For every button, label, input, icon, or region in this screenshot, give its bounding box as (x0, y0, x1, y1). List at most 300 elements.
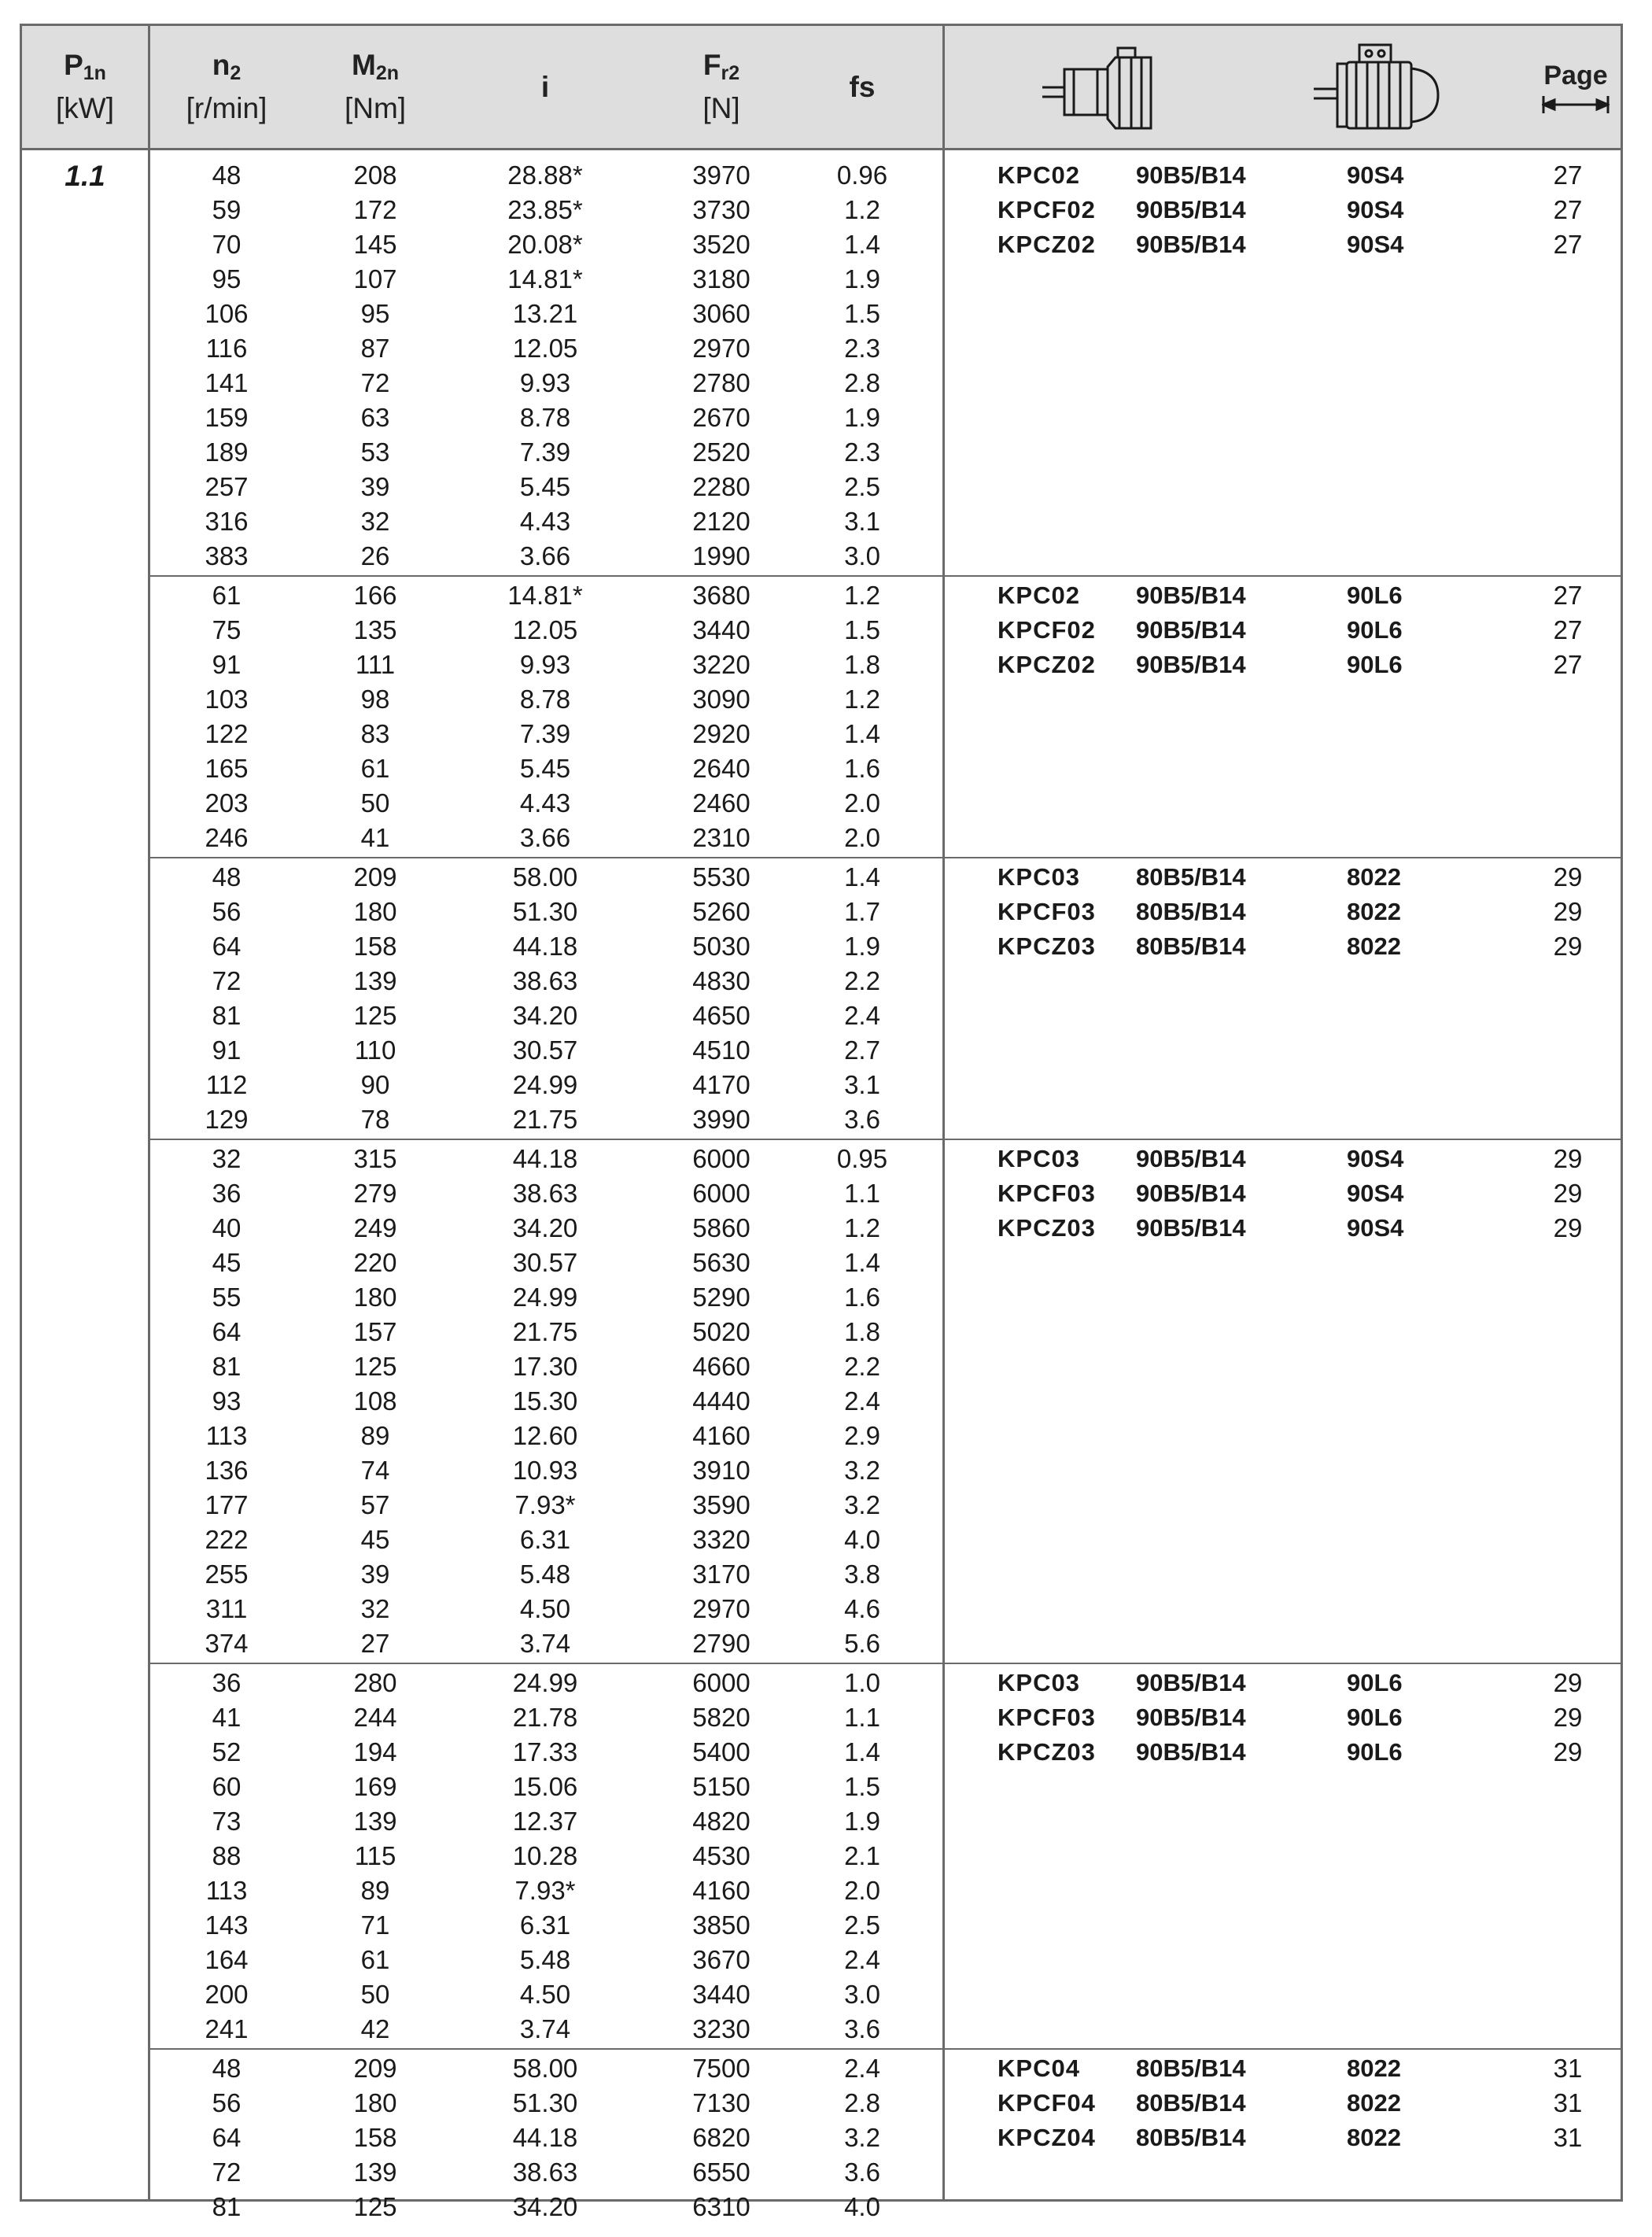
m2n-cell: 39 (360, 472, 390, 501)
motor-code: 90S4 (1347, 1145, 1404, 1172)
header-fr2-sub: r2 (721, 61, 740, 84)
m2n-cell: 61 (360, 1945, 390, 1974)
page-ref: 29 (1553, 862, 1583, 891)
table-row (22, 648, 1621, 682)
fs-cell: 2.0 (844, 1876, 880, 1905)
m2n-cell: 50 (360, 788, 390, 818)
model-code: KPC02 (997, 161, 1080, 189)
fr2-cell: 5630 (692, 1248, 750, 1277)
fs-cell: 2.2 (844, 966, 880, 995)
n2-cell: 116 (205, 334, 248, 363)
fs-cell: 1.7 (844, 897, 880, 926)
fr2-cell: 3680 (692, 581, 750, 610)
group-separator (148, 1663, 1621, 1664)
header-m2n-symbol: M (351, 48, 376, 81)
model-code: KPCZ04 (997, 2124, 1096, 2151)
model-code: KPC03 (997, 1145, 1080, 1172)
fs-cell: 1.6 (844, 1283, 880, 1312)
fs-cell: 2.7 (844, 1035, 880, 1065)
n2-cell: 257 (205, 472, 249, 501)
model-code: KPCZ02 (997, 231, 1096, 258)
ratio-cell: 21.78 (512, 1703, 578, 1732)
fs-cell: 3.1 (844, 507, 880, 536)
model-code: KPCZ03 (997, 932, 1096, 960)
table-row (22, 1453, 1621, 1488)
n2-cell: 374 (205, 1629, 249, 1658)
m2n-cell: 57 (360, 1490, 390, 1519)
ratio-cell: 58.00 (512, 862, 578, 891)
n2-cell: 141 (205, 368, 249, 397)
n2-cell: 64 (212, 2123, 242, 2152)
fr2-cell: 5030 (692, 932, 750, 961)
m2n-cell: 71 (360, 1910, 390, 1940)
fr2-cell: 1990 (692, 541, 750, 570)
table-row (22, 1068, 1621, 1102)
n2-cell: 91 (212, 650, 242, 679)
table-row (22, 1943, 1621, 1977)
fr2-cell: 3230 (692, 2014, 750, 2043)
m2n-cell: 41 (360, 823, 390, 852)
m2n-cell: 32 (360, 507, 390, 536)
fs-cell: 3.6 (844, 1105, 880, 1134)
fr2-cell: 4170 (692, 1070, 750, 1099)
group-separator (148, 857, 1621, 858)
n2-cell: 241 (205, 2014, 249, 2043)
page-ref: 29 (1553, 897, 1583, 926)
fs-cell: 2.1 (844, 1841, 880, 1870)
ratio-cell: 5.48 (519, 1945, 571, 1974)
n2-cell: 200 (205, 1980, 249, 2009)
header-fr2-unit: [N] (702, 91, 740, 124)
table-row (22, 613, 1621, 648)
m2n-cell: 125 (353, 2192, 397, 2221)
motor-code: 90L6 (1347, 1669, 1403, 1696)
m2n-cell: 158 (353, 932, 397, 961)
motor-code: 8022 (1347, 2054, 1401, 2082)
fr2-cell: 7500 (692, 2054, 750, 2083)
motor-code: 8022 (1347, 898, 1401, 925)
table-row (22, 262, 1621, 297)
ratio-cell: 44.18 (512, 2123, 578, 2152)
m2n-cell: 157 (353, 1317, 397, 1346)
model-code: KPC03 (997, 1669, 1080, 1696)
n2-cell: 106 (205, 299, 249, 328)
n2-cell: 222 (205, 1525, 249, 1554)
ratio-cell: 8.78 (519, 403, 571, 432)
page-ref: 29 (1553, 1737, 1583, 1766)
n2-cell: 164 (205, 1945, 249, 1974)
table-row (22, 1280, 1621, 1315)
table-row (22, 2190, 1621, 2224)
ratio-cell: 12.60 (512, 1421, 578, 1450)
m2n-cell: 95 (360, 299, 390, 328)
m2n-cell: 280 (353, 1668, 397, 1697)
n2-cell: 95 (212, 264, 242, 293)
n2-cell: 56 (212, 2088, 242, 2117)
table-row (22, 1349, 1621, 1384)
m2n-cell: 194 (353, 1737, 397, 1766)
page-ref: 27 (1553, 230, 1583, 259)
table-row (22, 821, 1621, 855)
n2-cell: 72 (212, 966, 242, 995)
ratio-cell: 8.78 (519, 685, 571, 714)
motor-code: 8022 (1347, 2089, 1401, 2117)
fr2-cell: 4160 (692, 1876, 750, 1905)
header-p1n-symbol: P (64, 48, 83, 81)
fs-cell: 1.6 (844, 754, 880, 783)
m2n-cell: 26 (360, 541, 390, 570)
m2n-cell: 180 (353, 897, 397, 926)
ratio-cell: 7.39 (519, 437, 571, 467)
fs-cell: 2.9 (844, 1421, 880, 1450)
ratio-cell: 7.39 (519, 719, 571, 748)
page-ref: 27 (1553, 581, 1583, 610)
m2n-cell: 87 (360, 334, 390, 363)
ratio-cell: 15.06 (512, 1772, 578, 1801)
ratio-cell: 58.00 (512, 2054, 578, 2083)
adapter-code: 80B5/B14 (1136, 2054, 1246, 2082)
fs-cell: 1.2 (844, 1213, 880, 1242)
table-row (22, 1384, 1621, 1419)
m2n-cell: 180 (353, 2088, 397, 2117)
table-row (22, 366, 1621, 401)
ratio-cell: 9.93 (519, 650, 571, 679)
group-separator (148, 2048, 1621, 2050)
fs-cell: 1.9 (844, 403, 880, 432)
header-i (498, 26, 592, 148)
gearbox-icon (1041, 42, 1163, 135)
n2-cell: 81 (212, 1352, 242, 1381)
m2n-cell: 208 (353, 161, 397, 190)
page-ref: 29 (1553, 1144, 1583, 1173)
fs-cell: 1.9 (844, 1807, 880, 1836)
group-separator (148, 575, 1621, 577)
m2n-cell: 78 (360, 1105, 390, 1134)
page-ref: 29 (1553, 932, 1583, 961)
m2n-cell: 111 (355, 650, 396, 679)
fs-cell: 3.2 (844, 1456, 880, 1485)
n2-cell: 56 (212, 897, 242, 926)
fr2-cell: 5530 (692, 862, 750, 891)
table-row (22, 1770, 1621, 1804)
motor-code: 8022 (1347, 863, 1401, 891)
header-fs (815, 26, 909, 148)
table-row (22, 1246, 1621, 1280)
ratio-cell: 4.43 (519, 507, 571, 536)
table-row (22, 1211, 1621, 1246)
fs-cell: 5.6 (844, 1629, 880, 1658)
fs-cell: 3.2 (844, 2123, 880, 2152)
table-row (22, 1142, 1621, 1176)
n2-cell: 91 (212, 1035, 242, 1065)
m2n-cell: 139 (353, 2158, 397, 2187)
n2-cell: 311 (205, 1594, 248, 1623)
table-row (22, 1908, 1621, 1943)
fr2-cell: 5290 (692, 1283, 750, 1312)
fs-cell: 1.4 (844, 862, 880, 891)
ratio-cell: 17.33 (512, 1737, 578, 1766)
fs-cell: 3.1 (844, 1070, 880, 1099)
adapter-code: 90B5/B14 (1136, 581, 1246, 609)
m2n-cell: 74 (360, 1456, 390, 1485)
fs-cell: 2.3 (844, 437, 880, 467)
fs-cell: 1.2 (844, 581, 880, 610)
fs-cell: 2.4 (844, 1386, 880, 1416)
n2-cell: 70 (212, 230, 242, 259)
fs-cell: 1.2 (844, 195, 880, 224)
adapter-code: 80B5/B14 (1136, 898, 1246, 925)
ratio-cell: 51.30 (512, 897, 578, 926)
n2-cell: 316 (205, 507, 249, 536)
fr2-cell: 7130 (692, 2088, 750, 2117)
header-page-label: Page (1543, 60, 1608, 90)
fr2-cell: 6550 (692, 2158, 750, 2187)
model-code: KPCF03 (997, 1179, 1096, 1207)
header-fr2-symbol: F (702, 48, 721, 81)
ratio-cell: 15.30 (512, 1386, 578, 1416)
m2n-cell: 169 (353, 1772, 397, 1801)
m2n-cell: 139 (353, 966, 397, 995)
fr2-cell: 5400 (692, 1737, 750, 1766)
power-value: 1.1 (65, 160, 105, 192)
adapter-code: 90B5/B14 (1136, 616, 1246, 644)
fr2-cell: 2920 (692, 719, 750, 748)
fr2-cell: 6820 (692, 2123, 750, 2152)
m2n-cell: 135 (353, 615, 397, 644)
table-row (22, 158, 1621, 193)
table-row (22, 539, 1621, 574)
adapter-code: 90B5/B14 (1136, 1738, 1246, 1766)
fs-cell: 1.2 (844, 685, 880, 714)
model-code: KPCF02 (997, 616, 1096, 644)
ratio-cell: 51.30 (512, 2088, 578, 2117)
fs-cell: 2.0 (844, 823, 880, 852)
fs-cell: 1.1 (844, 1703, 880, 1732)
table-row (22, 1592, 1621, 1626)
table-row (22, 2121, 1621, 2155)
n2-cell: 177 (205, 1490, 249, 1519)
motor-code: 8022 (1347, 2124, 1401, 2151)
m2n-cell: 145 (353, 230, 397, 259)
header-n2-symbol: n (212, 48, 230, 81)
motor-code: 90L6 (1347, 581, 1403, 609)
fr2-cell: 3440 (692, 615, 750, 644)
header-m2n (328, 26, 422, 148)
adapter-code: 90B5/B14 (1136, 161, 1246, 189)
adapter-code: 80B5/B14 (1136, 863, 1246, 891)
ratio-cell: 4.50 (519, 1594, 571, 1623)
adapter-code: 90B5/B14 (1136, 1669, 1246, 1696)
fr2-cell: 2460 (692, 788, 750, 818)
fr2-cell: 2970 (692, 1594, 750, 1623)
m2n-cell: 63 (360, 403, 390, 432)
table-row (22, 227, 1621, 262)
ratio-cell: 12.05 (512, 615, 578, 644)
fr2-cell: 3060 (692, 299, 750, 328)
m2n-cell: 42 (360, 2014, 390, 2043)
header-divider (148, 26, 150, 148)
ratio-cell: 5.45 (519, 754, 571, 783)
fr2-cell: 6000 (692, 1144, 750, 1173)
fr2-cell: 4510 (692, 1035, 750, 1065)
fs-cell: 3.0 (844, 1980, 880, 2009)
header-fs-symbol: fs (849, 70, 876, 103)
adapter-code: 80B5/B14 (1136, 2089, 1246, 2117)
n2-cell: 81 (212, 1001, 242, 1030)
model-code: KPC03 (997, 863, 1080, 891)
fs-cell: 2.2 (844, 1352, 880, 1381)
fr2-cell: 2640 (692, 754, 750, 783)
m2n-cell: 244 (353, 1703, 397, 1732)
model-code: KPC04 (997, 2054, 1080, 2082)
ratio-cell: 12.05 (512, 334, 578, 363)
ratio-cell: 30.57 (512, 1248, 578, 1277)
header-page (1540, 26, 1611, 148)
table-row (22, 1102, 1621, 1137)
n2-cell: 88 (212, 1841, 242, 1870)
n2-cell: 129 (205, 1105, 249, 1134)
fr2-cell: 3320 (692, 1525, 750, 1554)
motor-code: 90L6 (1347, 651, 1403, 678)
m2n-cell: 110 (354, 1035, 396, 1065)
table-row (22, 1700, 1621, 1735)
fr2-cell: 2280 (692, 472, 750, 501)
n2-cell: 143 (205, 1910, 249, 1940)
page-ref: 29 (1553, 1703, 1583, 1732)
adapter-code: 80B5/B14 (1136, 932, 1246, 960)
fr2-cell: 4650 (692, 1001, 750, 1030)
m2n-cell: 50 (360, 1980, 390, 2009)
fr2-cell: 5860 (692, 1213, 750, 1242)
n2-cell: 93 (212, 1386, 242, 1416)
motor-code: 90L6 (1347, 1738, 1403, 1766)
adapter-code: 90B5/B14 (1136, 231, 1246, 258)
table-row (22, 1488, 1621, 1523)
n2-cell: 73 (212, 1807, 242, 1836)
n2-cell: 45 (212, 1248, 242, 1277)
ratio-cell: 34.20 (512, 2192, 578, 2221)
motor-code: 90S4 (1347, 231, 1404, 258)
fs-cell: 1.4 (844, 1737, 880, 1766)
fs-cell: 1.5 (844, 615, 880, 644)
n2-cell: 165 (205, 754, 249, 783)
page-arrow-icon (1542, 93, 1610, 116)
fr2-cell: 3520 (692, 230, 750, 259)
header-n2-unit: [r/min] (186, 91, 267, 124)
table-row (22, 297, 1621, 331)
adapter-code: 90B5/B14 (1136, 1214, 1246, 1242)
ratio-cell: 4.50 (519, 1980, 571, 2009)
fr2-cell: 2120 (692, 507, 750, 536)
ratio-cell: 44.18 (512, 932, 578, 961)
fr2-cell: 3090 (692, 685, 750, 714)
ratio-cell: 5.48 (519, 1560, 571, 1589)
n2-cell: 36 (212, 1179, 242, 1208)
table-row (22, 1839, 1621, 1873)
m2n-cell: 115 (354, 1841, 396, 1870)
m2n-cell: 107 (353, 264, 397, 293)
table-row (22, 1557, 1621, 1592)
table-row (22, 964, 1621, 999)
fs-cell: 1.5 (844, 1772, 880, 1801)
table-row (22, 331, 1621, 366)
fr2-cell: 2970 (692, 334, 750, 363)
ratio-cell: 10.28 (512, 1841, 578, 1870)
header-m2n-sub: 2n (375, 61, 399, 84)
ratio-cell: 24.99 (512, 1283, 578, 1312)
fs-cell: 1.1 (844, 1179, 880, 1208)
table-row (22, 1804, 1621, 1839)
table-row (22, 1666, 1621, 1700)
ratio-cell: 24.99 (512, 1668, 578, 1697)
fs-cell: 2.3 (844, 334, 880, 363)
m2n-cell: 158 (353, 2123, 397, 2152)
ratio-cell: 30.57 (512, 1035, 578, 1065)
table-row (22, 1735, 1621, 1770)
fr2-cell: 4440 (692, 1386, 750, 1416)
fs-cell: 0.95 (836, 1144, 888, 1173)
fr2-cell: 3170 (692, 1560, 750, 1589)
n2-cell: 255 (205, 1560, 249, 1589)
page-ref: 31 (1553, 2088, 1583, 2117)
ratio-cell: 6.31 (519, 1525, 571, 1554)
page-ref: 27 (1553, 161, 1583, 190)
table-row (22, 1419, 1621, 1453)
fr2-cell: 3730 (692, 195, 750, 224)
ratio-cell: 14.81* (507, 581, 583, 610)
m2n-cell: 220 (353, 1248, 397, 1277)
ratio-cell: 3.74 (519, 1629, 571, 1658)
table-row (22, 193, 1621, 227)
model-code: KPCF03 (997, 898, 1096, 925)
ratio-cell: 38.63 (512, 2158, 578, 2187)
fs-cell: 4.0 (844, 1525, 880, 1554)
ratio-cell: 9.93 (519, 368, 571, 397)
model-code: KPCF02 (997, 196, 1096, 223)
n2-cell: 64 (212, 1317, 242, 1346)
n2-cell: 48 (212, 2054, 242, 2083)
fr2-cell: 5820 (692, 1703, 750, 1732)
table-row (22, 999, 1621, 1033)
header-fr2 (674, 26, 769, 148)
ratio-cell: 3.66 (519, 541, 571, 570)
ratio-cell: 17.30 (512, 1352, 578, 1381)
page-ref: 31 (1553, 2054, 1583, 2083)
ratio-cell: 13.21 (512, 299, 578, 328)
header-p1n-sub: 1n (83, 61, 106, 84)
ratio-cell: 24.99 (512, 1070, 578, 1099)
table-row (22, 682, 1621, 717)
table-row (22, 1873, 1621, 1908)
header-n2-sub: 2 (230, 61, 242, 84)
n2-cell: 48 (212, 161, 242, 190)
n2-cell: 40 (212, 1213, 242, 1242)
motor-code: 90L6 (1347, 616, 1403, 644)
fs-cell: 2.4 (844, 1945, 880, 1974)
m2n-cell: 125 (353, 1001, 397, 1030)
header-n2 (179, 26, 274, 148)
fs-cell: 3.8 (844, 1560, 880, 1589)
fs-cell: 1.4 (844, 719, 880, 748)
m2n-cell: 249 (353, 1213, 397, 1242)
table-row (22, 895, 1621, 929)
ratio-cell: 5.45 (519, 472, 571, 501)
fs-cell: 4.0 (844, 2192, 880, 2221)
fr2-cell: 3220 (692, 650, 750, 679)
header-i-symbol: i (540, 70, 550, 103)
m2n-cell: 89 (360, 1876, 390, 1905)
n2-cell: 81 (212, 2192, 242, 2221)
